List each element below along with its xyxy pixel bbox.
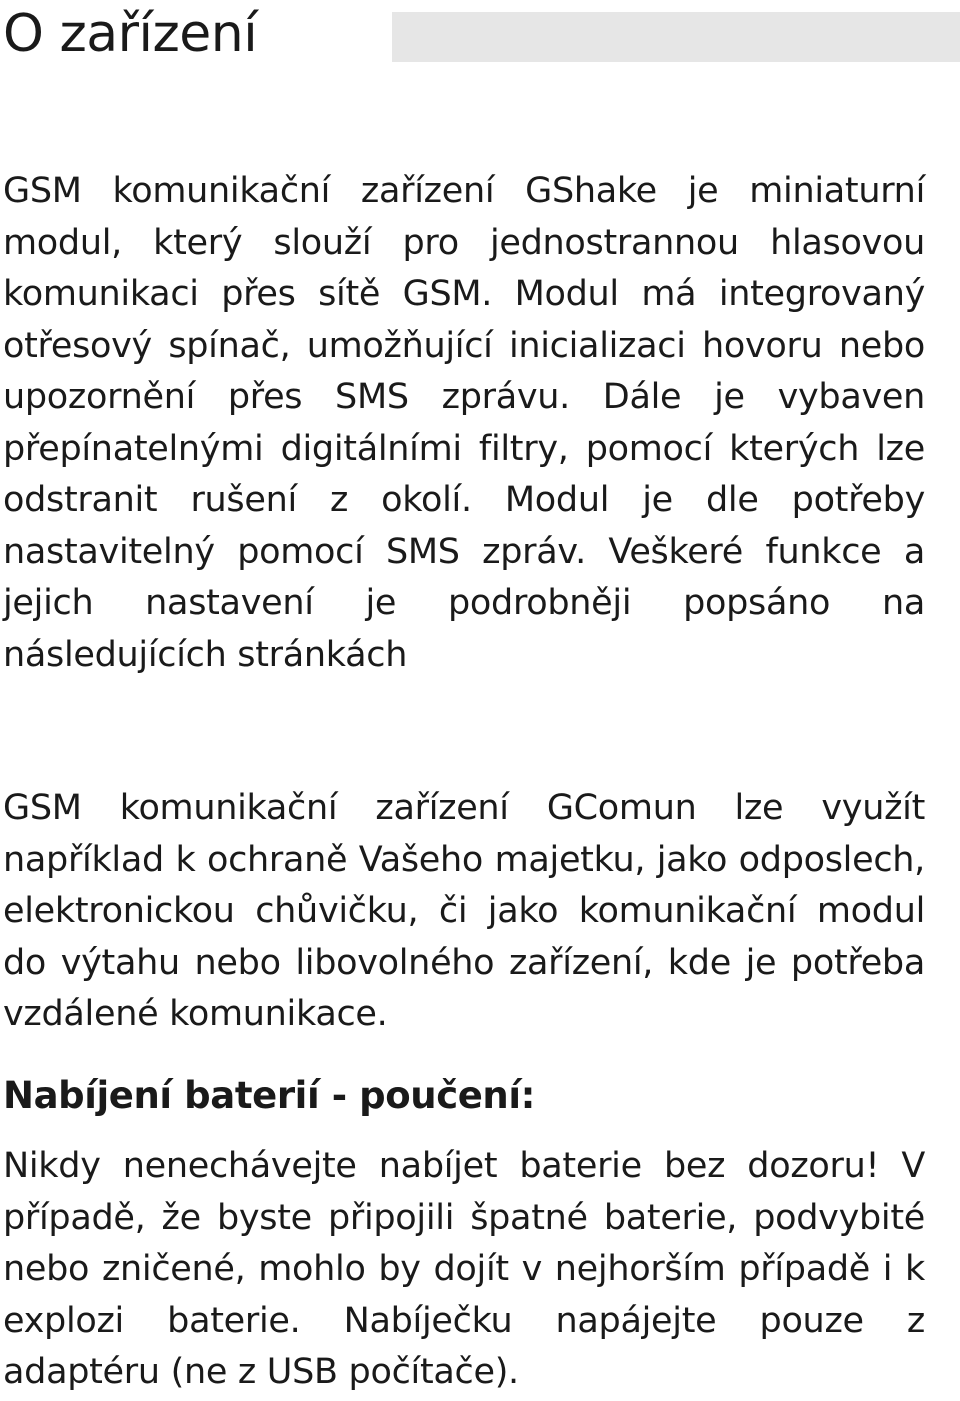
battery-section-heading: Nabíjení baterií - poučení: — [3, 1074, 536, 1117]
battery-warning-paragraph: Nikdy nenechávejte nabíjet baterie bez dozoru! V případě, že byste připojili špatné baterie, podvybité nebo zničené, mohlo by dojít v nejhorším případě i k explozi baterie. Nabíječku napájejte pouze z adaptéru (ne z USB počítače). — [3, 1146, 925, 1392]
intro-paragraph-1: GSM komunikační zařízení GShake je miniaturní modul, který slouží pro jednostrannou hlasovou komunikaci přes sítě GSM. Modul má integrovaný otřesový spínač, umožňující inicializaci hovoru nebo upozornění přes SMS zprávu. Dále je vybaven přepínatelnými digitálními filtry, pomocí kterých lze odstranit rušení z okolí. Modul je dle potřeby nastavitelný pomocí SMS zpráv. Veškeré funkce a jejich nastavení je podrobněji popsáno na následujících stránkách — [3, 171, 925, 675]
intro-paragraph-2: GSM komunikační zařízení GComun lze využít například k ochraně Vašeho majetku, jako odposlech, elektronickou chůvičku, či jako komunikační modul do výtahu nebo libovolného zařízení, kde je potřeba vzdálené komunikace. — [3, 788, 925, 1034]
title-decoration-bar — [392, 12, 960, 62]
title-row — [0, 0, 960, 80]
page-title: O zařízení — [3, 4, 258, 64]
